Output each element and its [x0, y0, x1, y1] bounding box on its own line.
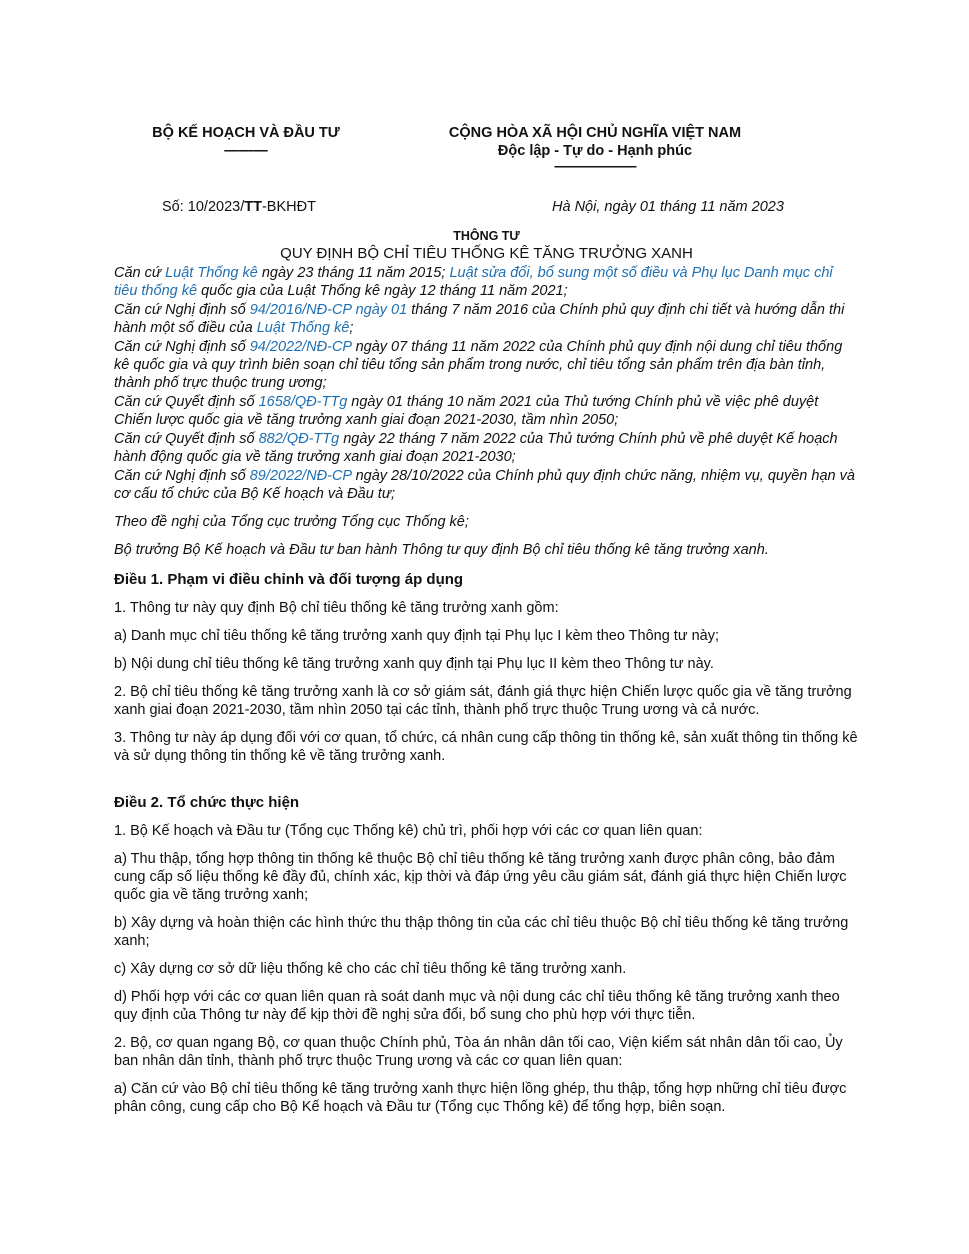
article-2-clause-2a: a) Căn cứ vào Bộ chỉ tiêu thống kê tăng trưởng xanh thực hiện lồng ghép, thu thập, tổng hợp những chỉ tiêu được phân công, cung cấp cho Bộ Kế hoạch và Đầu tư (Tổng cục Thống kê) để tổng hợp, biên soạn.	[114, 1081, 847, 1115]
doc-subject-title: QUY ĐỊNH BỘ CHỈ TIÊU THỐNG KÊ TĂNG TRƯỞNG XANH	[280, 245, 693, 262]
link-decree-89-2022[interactable]: 89/2022/NĐ-CP	[249, 468, 352, 484]
document-number-suffix: -BKHĐT	[261, 199, 316, 215]
text: Căn cứ Quyết định số	[114, 431, 259, 447]
national-motto: Độc lập - Tự do - Hạnh phúc	[497, 143, 693, 159]
preamble	[114, 264, 859, 559]
link-statistics-law[interactable]: Luật Thống kê	[165, 265, 258, 281]
preamble-basis-statistics-law	[114, 264, 859, 300]
article-1-clause-2: 2. Bộ chỉ tiêu thống kê tăng trưởng xanh là cơ sở giám sát, đánh giá thực hiện Chiến lược quốc gia về tăng trưởng xanh giai đoạn 2021-2030, tầm nhìn 2050 tại các tỉnh, thành phố trực thuộc Trung ương và cả nước.	[114, 684, 852, 718]
preamble-basis-decree-89	[114, 467, 859, 503]
article-2	[114, 794, 859, 1116]
ministry-rule: ———	[224, 143, 268, 159]
text: ;	[349, 320, 354, 336]
text: Căn cứ Nghị định số	[114, 468, 250, 484]
text: tháng 7 năm 2016 của Chính phủ quy định chi tiết và hướng dẫn thi hành một số điều của	[114, 302, 845, 336]
article-2-heading: Điều 2. Tổ chức thực hiện	[114, 794, 300, 811]
text: ngày 07 tháng 11 năm 2022 của Chính phủ quy định nội dung chỉ tiêu thống kê quốc gia và quy trình biên soạn chỉ tiêu tổng sản phẩm trong nước, chỉ tiêu tổng sản phẩm trên địa bàn tỉnh, thành phố trực thuộc trung ương;	[114, 339, 843, 391]
article-2-clause-2: 2. Bộ, cơ quan ngang Bộ, cơ quan thuộc Chính phủ, Tòa án nhân dân tối cao, Viện kiểm sát nhân dân tối cao, Ủy ban nhân dân tỉnh, thành phố trực thuộc Trung ương và các cơ quan liên quan:	[114, 1035, 843, 1069]
link-amended-law[interactable]: Luật sửa đổi, bổ sung một số điều và Phụ lục Danh mục chỉ tiêu thống kê	[114, 265, 833, 299]
article-2-clause-1b: b) Xây dựng và hoàn thiện các hình thức thu thập thông tin của các chỉ tiêu thuộc Bộ chỉ tiêu thống kê tăng trưởng xanh;	[114, 915, 849, 949]
preamble-basis-decision-882	[114, 430, 859, 466]
country-name: CỘNG HÒA XÃ HỘI CHỦ NGHĨA VIỆT NAM	[448, 125, 742, 141]
article-2-clause-1: 1. Bộ Kế hoạch và Đầu tư (Tổng cục Thống kê) chủ trì, phối hợp với các cơ quan liên quan:	[114, 823, 703, 839]
ministry-name: BỘ KẾ HOẠCH VÀ ĐẦU TƯ	[152, 125, 340, 141]
document-number-prefix: Số: 10/2023/	[162, 199, 245, 215]
text: ngày 22 tháng 7 năm 2022 của Thủ tướng Chính phủ về phê duyệt Kế hoạch hành động quốc gia về tăng trưởng xanh giai đoạn 2021-2030;	[114, 431, 838, 465]
text: ngày 28/10/2022 của Chính phủ quy định chức năng, nhiệm vụ, quyền hạn và cơ cấu tổ chức của Bộ Kế hoạch và Đầu tư;	[114, 468, 855, 502]
article-1-clause-1a: a) Danh mục chỉ tiêu thống kê tăng trưởng xanh quy định tại Phụ lục I kèm theo Thông tư này;	[114, 628, 719, 644]
preamble-basis-decree-94-2022	[114, 338, 859, 392]
preamble-proposal: Theo đề nghị của Tổng cục trưởng Tổng cục Thống kê;	[114, 514, 469, 530]
text: quốc gia của Luật Thống kê ngày 12 tháng 11 năm 2021;	[197, 283, 568, 299]
link-statistics-law-2[interactable]: Luật Thống kê	[256, 320, 350, 336]
article-1-clause-1: 1. Thông tư này quy định Bộ chỉ tiêu thống kê tăng trưởng xanh gồm:	[114, 600, 559, 616]
text: Căn cứ	[114, 265, 166, 281]
link-decision-1658[interactable]: 1658/QĐ-TTg	[258, 394, 348, 410]
text: Căn cứ Nghị định số	[114, 339, 250, 355]
preamble-basis-decree-94-2016	[114, 301, 859, 337]
place: Hà Nội	[552, 199, 597, 215]
document-number	[162, 199, 316, 215]
article-1-clause-1b: b) Nội dung chỉ tiêu thống kê tăng trưởng xanh quy định tại Phụ lục II kèm theo Thông tư này.	[114, 656, 714, 672]
article-1	[114, 571, 859, 765]
preamble-basis-decision-1658	[114, 393, 859, 429]
text: ngày 01 tháng 10 năm 2021 của Thủ tướng Chính phủ về việc phê duyệt Chiến lược quốc gia về tăng trưởng xanh giai đoạn 2021-2030, tầm nhìn 2050;	[114, 394, 819, 428]
link-decision-882[interactable]: 882/QĐ-TTg	[258, 431, 340, 447]
article-2-clause-1d: d) Phối hợp với các cơ quan liên quan rà soát danh mục và nội dung các chỉ tiêu thống kê tăng trưởng xanh theo quy định của Thông tư này để kịp thời đề nghị sửa đổi, bổ sung cho phù hợp với thực tiễn.	[114, 989, 840, 1023]
doc-type-title: THÔNG TƯ	[453, 229, 520, 243]
text: Căn cứ Quyết định số	[114, 394, 259, 410]
motto-rule: ——————	[554, 159, 636, 175]
text: Căn cứ Nghị định số	[114, 302, 250, 318]
date: , ngày 01 tháng 11 năm 2023	[596, 199, 784, 215]
article-1-heading: Điều 1. Phạm vi điều chỉnh và đối tượng áp dụng	[114, 571, 464, 588]
article-1-clause-3: 3. Thông tư này áp dụng đối với cơ quan, tổ chức, cá nhân cung cấp thông tin thống kê, sản xuất thông tin thống kê và sử dụng thông tin thống kê về tăng trưởng xanh.	[114, 730, 858, 764]
article-2-clause-1a: a) Thu thập, tổng hợp thông tin thống kê thuộc Bộ chỉ tiêu thống kê tăng trưởng xanh được phân công, bảo đảm cung cấp số liệu thống kê đầy đủ, chính xác, kịp thời và đáp ứng yêu cầu giám sát, đánh giá thực hiện Chiến lược quốc gia về tăng trưởng xanh;	[114, 851, 847, 903]
place-and-date	[552, 199, 784, 215]
link-decree-94-2022[interactable]: 94/2022/NĐ-CP	[249, 339, 352, 355]
link-decree-94-2016[interactable]: 94/2016/NĐ-CP ngày 01	[249, 302, 408, 318]
preamble-enactment: Bộ trưởng Bộ Kế hoạch và Đầu tư ban hành Thông tư quy định Bộ chỉ tiêu thống kê tăng trưởng xanh.	[114, 542, 769, 558]
article-2-clause-1c: c) Xây dựng cơ sở dữ liệu thống kê cho các chỉ tiêu thống kê tăng trưởng xanh.	[114, 961, 627, 977]
text: ngày 23 tháng 11 năm 2015;	[257, 265, 450, 281]
document-number-type: TT	[244, 199, 262, 215]
